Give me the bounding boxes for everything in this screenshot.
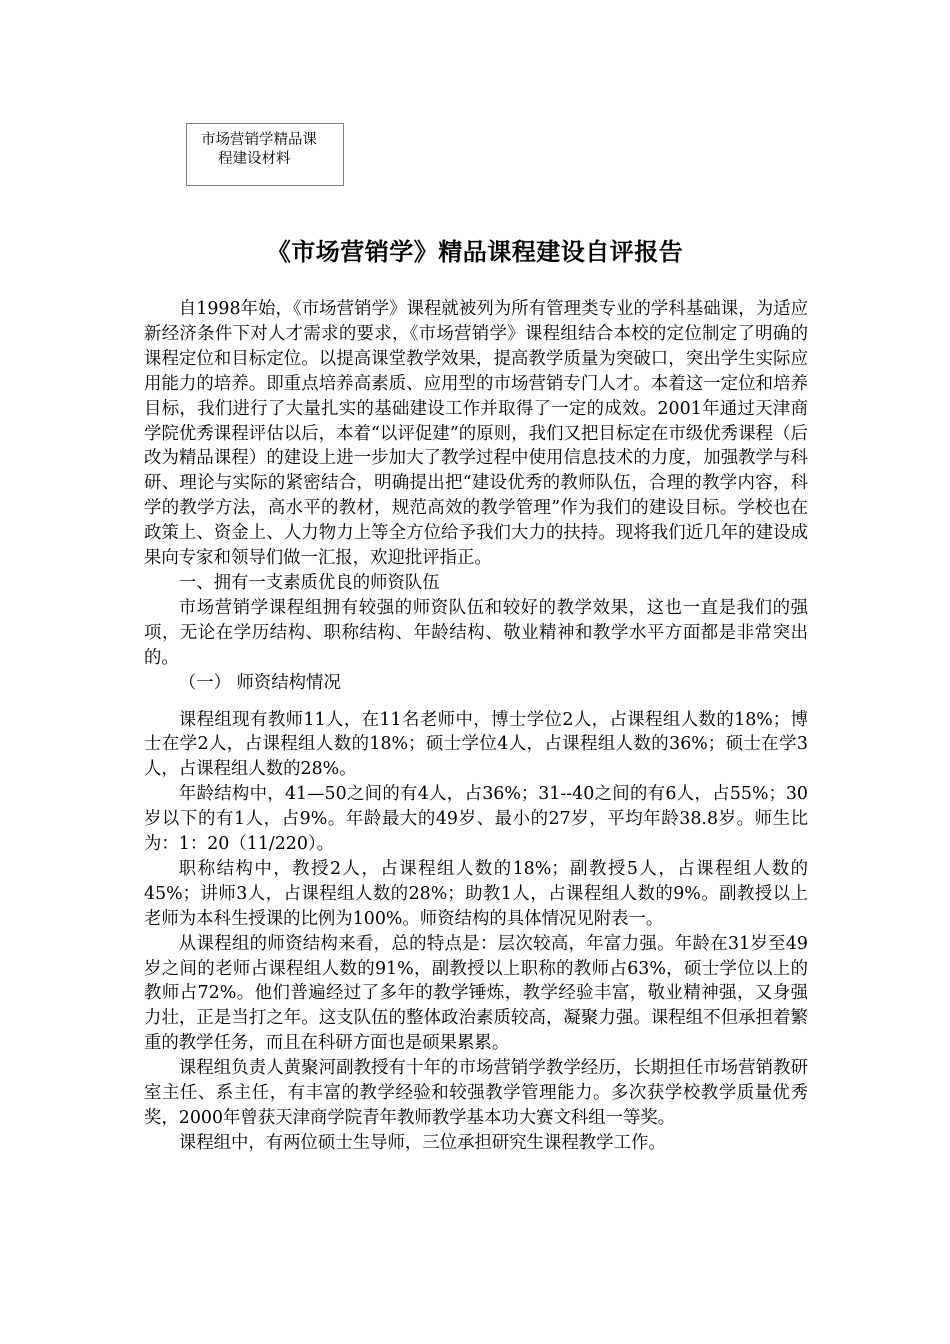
leader-paragraph: 课程组负责人黄聚河副教授有十年的市场营销学教学经历，长期担任市场营销教研室主任、系主任，有丰富的教学经验和较强教学管理能力。多次获学校教学质量优秀奖，2000年曾获天津商学院青年教师教学基本功大赛文科组一等奖。: [144, 1058, 808, 1128]
intro-paragraph: 自1998年始，《市场营销学》课程就被列为所有管理类专业的学科基础课，为适应新经济条件下对人才需求的要求，《市场营销学》课程组结合本校的定位制定了明确的课程定位和目标定位。以提高课堂教学效果，提高教学质量为突破口，突出学生实际应用能力的培养。即重点培养高素质、应用型的市场营销专门人才。本着这一定位和培养目标，我们进行了大量扎实的基础建设工作并取得了一定的成效。2001年通过天津商学院优秀课程评估以后，本着“以评促建”的原则，我们又把目标定在市级优秀课程（后改为精品课程）的建设上进一步加大了教学过程中使用信息技术的力度，加强教学与科研、理论与实际的紧密结合，明确提出把“建设优秀的教师队伍，合理的教学内容，科学的教学方法，高水平的教材，规范高效的教学管理”作为我们的建设目标。学校也在政策上、资金上、人力物力上等全方位给予我们大力的扶持。现将我们近几年的建设成果向专家和领导们做一汇报，欢迎批评指正。: [144, 299, 808, 569]
report-title: 《市场营销学》精品课程建设自评报告: [266, 237, 684, 266]
age-structure-paragraph: 年龄结构中，41—50之间的有4人，占36%；31--40之间的有6人，占55%；30岁以下的有1人，占9%。年龄最大的49岁、最小的27岁，平均年龄38.8岁。师生比为：1：20（11/220）。: [144, 784, 808, 855]
section-1-intro-paragraph: 市场营销学课程组拥有较强的师资队伍和较好的教学效果，这也一直是我们的强项，无论在学历结构、职称结构、年龄结构、敬业精神和教学水平方面都是非常突出的。: [144, 597, 808, 668]
features-paragraph: 从课程组的师资结构来看，总的特点是：层次较高，年富力强。年龄在31岁至49岁之间的老师占课程组人数的91%，副教授以上职称的教师占63%，硕士学位以上的教师占72%。他们普遍经过了多年的教学锤炼，教学经验丰富，敬业精神强，又身强力壮，正是当打之年。这支队伍的整体政治素质较高，凝聚力强。课程组不但承担着繁重的教学任务，而且在科研方面也是硕果累累。: [144, 933, 808, 1054]
section-1-heading: 一、拥有一支素质优良的师资队伍: [178, 572, 440, 593]
label-box-line-1: 市场营销学精品课: [201, 132, 317, 148]
title-structure-paragraph: 职称结构中，教授2人，占课程组人数的18%；副教授5人，占课程组人数的45%；讲师3人，占课程组人数的28%；助教1人，占课程组人数的9%。副教授以上老师为本科生授课的比例为100%。师资结构的具体情况见附表一。: [144, 858, 808, 929]
document-label-box: [186, 123, 344, 186]
degree-structure-paragraph: 课程组现有教师11人，在11名老师中，博士学位2人，占课程组人数的18%；博士在学2人，占课程组人数的18%；硕士学位4人，占课程组人数的36%；硕士在学3人，占课程组人数的28%。: [144, 709, 808, 780]
subsection-1-heading: （一） 师资结构情况: [178, 672, 341, 693]
report-body: [144, 297, 808, 1156]
supervisors-paragraph: 课程组中，有两位硕士生导师，三位承担研究生课程教学工作。: [178, 1132, 666, 1153]
label-box-line-2: 程建设材料: [218, 151, 291, 167]
